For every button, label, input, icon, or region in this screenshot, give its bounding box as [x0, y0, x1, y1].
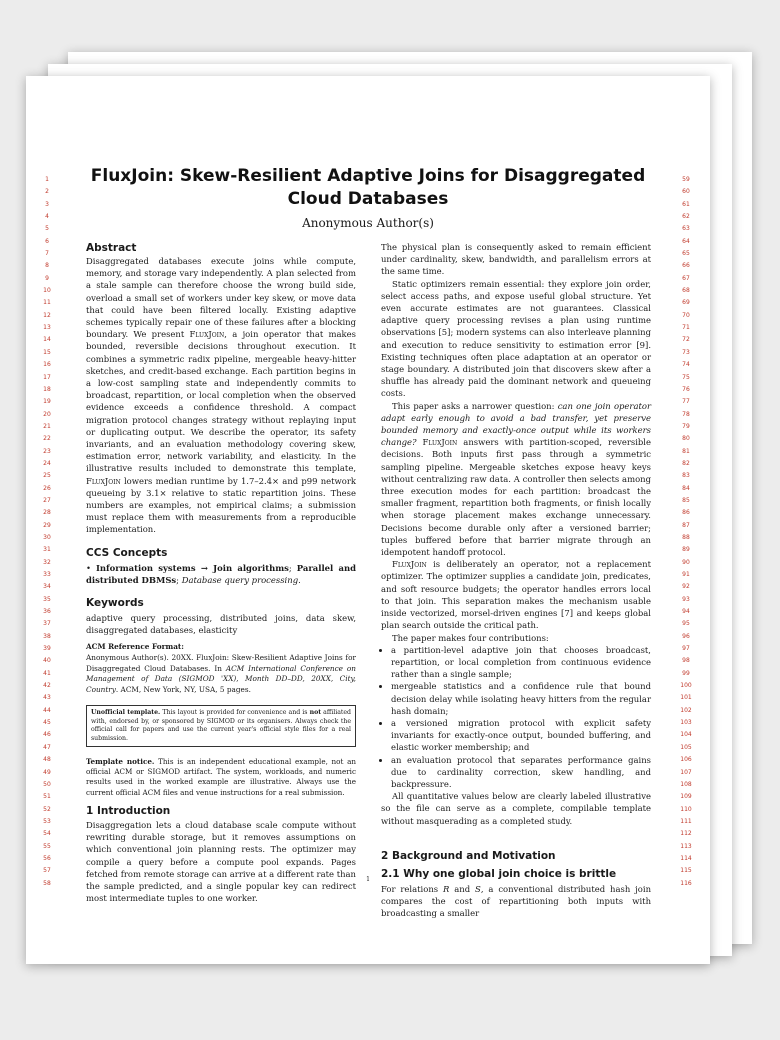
line-number: 73 — [682, 348, 690, 356]
list-item: • a partition-level adaptive join that chooses broadcast, repartition, or local completion from continuous evidence rather than a single sample; — [391, 644, 651, 681]
line-number: 51 — [43, 793, 51, 801]
list-item: • an evaluation protocol that separates performance gains due to cardinality correction, skew handling, and backpressure. — [391, 754, 651, 791]
line-number: 15 — [43, 348, 51, 356]
line-number: 49 — [43, 768, 51, 776]
line-number: 54 — [43, 830, 51, 838]
line-number: 10 — [43, 287, 51, 295]
paragraph: FluxJoin is deliberately an operator, not a replacement optimizer. The optimizer supplies a candidate join, predicates, and soft resource budgets; the operator handles errors local to that join. This separation makes the mechanism usable inside vectorized, morsel-driven engines [7] and keeps global plan search outside the critical path. — [381, 559, 651, 631]
introduction-heading: 1 Introduction — [86, 804, 171, 817]
ccs-heading: CCS Concepts — [86, 546, 168, 559]
line-number: 78 — [682, 410, 690, 418]
line-number: 74 — [682, 361, 690, 369]
line-number: 37 — [43, 620, 51, 628]
line-number: 36 — [43, 608, 51, 616]
line-number: 50 — [43, 780, 51, 788]
paragraph: The physical plan is consequently asked to remain efficient under cardinality, skew, bandwidth, and parallelism errors at the same time. — [381, 242, 651, 277]
line-number: 106 — [680, 756, 692, 764]
line-numbers-left — [26, 174, 68, 890]
line-number: 102 — [680, 706, 692, 714]
right-column — [381, 241, 651, 919]
line-number: 108 — [680, 780, 692, 788]
line-number: 52 — [43, 805, 51, 813]
line-number: 63 — [682, 225, 690, 233]
line-number: 13 — [43, 324, 51, 332]
line-number: 100 — [680, 682, 692, 690]
line-number: 69 — [682, 299, 690, 307]
abstract-heading: Abstract — [86, 242, 137, 254]
line-number: 44 — [43, 706, 51, 714]
line-number: 67 — [682, 274, 690, 282]
line-number: 4 — [45, 213, 49, 221]
line-number: 105 — [680, 743, 692, 751]
line-number: 114 — [680, 854, 692, 862]
line-number: 56 — [43, 854, 51, 862]
line-number: 83 — [682, 472, 690, 480]
line-number: 112 — [680, 830, 692, 838]
line-number: 29 — [43, 521, 51, 529]
paragraph: For relations R and S, a conventional distributed hash join compares the cost of repartitioning both inputs with broadcasting a smaller — [381, 883, 652, 919]
line-number: 47 — [43, 743, 51, 751]
keywords-heading: Keywords — [86, 597, 144, 610]
line-number: 88 — [682, 533, 690, 541]
line-number: 84 — [682, 484, 690, 492]
line-number: 53 — [43, 817, 51, 825]
line-number: 65 — [682, 250, 690, 258]
line-number: 14 — [43, 336, 51, 344]
keywords-text: adaptive query processing, distributed joins, data skew, disaggregated databases, elasticity — [86, 613, 356, 636]
line-number: 9 — [45, 274, 49, 282]
line-number: 89 — [682, 546, 690, 554]
line-number: 97 — [682, 645, 690, 653]
line-number: 68 — [682, 287, 690, 295]
line-number: 41 — [43, 669, 51, 677]
line-number: 77 — [682, 398, 690, 406]
page-number: 1 — [366, 876, 370, 883]
line-number: 104 — [680, 731, 692, 739]
line-number: 18 — [43, 385, 51, 393]
line-number: 46 — [43, 731, 51, 739]
list-item: • a versioned migration protocol with explicit safety invariants for exactly-once output, bounded buffering, and elastic worker membership; and — [391, 717, 651, 754]
line-number: 113 — [680, 842, 692, 850]
introduction-text: Disaggregation lets a cloud database scale compute without rewriting durable storage, but it removes assumptions on which conventional join planning rests. The optimizer may compile a query before a compute pool expands. Pages fetched from remote storage can arrive at a different rate than the sample predicted, and a single popular key can redirect most intermediate tuples to one worker. — [86, 819, 356, 904]
ccs-text: • Information systems → Join algorithms; Parallel and distributed DBMSs; Database query processing. — [86, 562, 356, 585]
line-number: 111 — [680, 817, 692, 825]
line-number: 57 — [43, 867, 51, 875]
paragraph: All quantitative values below are clearly labeled illustrative so the file can serve as a complete, compilable template without masquerading as a completed study. — [381, 791, 651, 826]
line-number: 48 — [43, 756, 51, 764]
line-number: 98 — [682, 657, 690, 665]
line-number: 60 — [682, 188, 690, 196]
line-number: 30 — [43, 533, 51, 541]
line-number: 80 — [682, 435, 690, 443]
line-number: 110 — [680, 805, 692, 813]
line-number: 20 — [43, 410, 51, 418]
line-number: 31 — [43, 546, 51, 554]
list-item: • mergeable statistics and a confidence rule that bound decision delay while isolating heavy hitters from the regular hash domain; — [391, 680, 651, 717]
line-number: 101 — [680, 694, 692, 702]
line-number: 33 — [43, 571, 51, 578]
line-number: 3 — [45, 200, 49, 208]
line-number: 39 — [43, 645, 51, 653]
line-number: 93 — [682, 595, 690, 603]
line-number: 91 — [682, 571, 690, 578]
line-number: 79 — [682, 422, 690, 430]
line-number: 109 — [680, 793, 692, 801]
line-number: 5 — [45, 225, 49, 233]
line-number: 35 — [43, 595, 51, 603]
line-number: 95 — [682, 620, 690, 628]
line-number: 19 — [43, 398, 51, 406]
line-number: 96 — [682, 632, 690, 640]
line-number: 64 — [682, 237, 690, 245]
line-number: 1 — [45, 176, 49, 183]
line-number: 23 — [43, 447, 51, 455]
line-number: 103 — [680, 719, 692, 727]
line-number: 12 — [43, 311, 51, 319]
line-number: 8 — [45, 262, 49, 270]
paragraph: The paper makes four contributions: — [392, 632, 549, 643]
paragraph: This paper asks a narrower question: can one join operator adapt early enough to avoid a bad transfer, yet preserve bounded memory and exactly-once output while its workers change? FluxJoin answers with partition-scoped, reversible decisions. Both inputs first pass through a symmetric sampling pipeline. Mergeable sketches expose heavy keys without centralizing raw data. A controller then selects among three execution modes for each partition: broadcast the smaller fragment, repartition both fragments, or finish locally when storage placement makes exchange unnecessary. Decisions become durable only after a versioned barrier; tuples buffered before that barrier migrate through an idempotent handoff protocol. — [381, 400, 651, 558]
line-number: 71 — [682, 324, 690, 332]
line-number: 45 — [43, 719, 51, 727]
line-number: 62 — [682, 213, 690, 221]
line-number: 107 — [680, 768, 692, 776]
left-column — [86, 241, 356, 904]
line-number: 28 — [43, 509, 51, 517]
line-number: 27 — [43, 496, 51, 504]
line-number: 26 — [43, 484, 51, 492]
line-number: 99 — [682, 669, 690, 677]
template-notice: Template notice. This is an independent educational example, not an official ACM or SIGMOD artifact. The system, workloads, and numeric results used in the worked example are illustrative. Always use the current official ACM files and venue instructions for a real submission. — [86, 757, 356, 797]
line-number: 40 — [43, 657, 51, 665]
line-number: 94 — [682, 608, 690, 616]
line-number: 87 — [682, 521, 690, 529]
line-number: 82 — [682, 459, 690, 467]
line-number: 115 — [680, 867, 692, 875]
line-number: 59 — [682, 176, 690, 183]
line-number: 72 — [682, 336, 690, 344]
line-number: 24 — [43, 459, 51, 467]
line-number: 6 — [45, 237, 49, 245]
paper-title: FluxJoin: Skew-Resilient Adaptive Joins for Disaggregated Cloud Databases — [90, 166, 646, 209]
paper-page — [26, 76, 710, 964]
line-numbers-right — [666, 174, 706, 890]
paragraph: Static optimizers remain essential: they explore join order, select access paths, and expose useful global structure. Yet even accurate estimates are not guarantees. Classical adaptive query processing revises a plan using runtime observations [5]; modern systems can also interleave planning and execution to reduce sensitivity to estimation error [9]. Existing techniques often place adaptation at an operator or stage boundary. A distributed join that discovers skew after a shuffle has already paid the dominant network and queueing costs. — [381, 278, 651, 399]
section-2-heading: 2 Background and Motivation — [381, 849, 556, 862]
line-number: 66 — [682, 262, 690, 270]
line-number: 16 — [43, 361, 51, 369]
line-number: 11 — [43, 299, 51, 307]
line-number: 7 — [45, 250, 49, 258]
line-number: 86 — [682, 509, 690, 517]
line-number: 81 — [682, 447, 690, 455]
line-number: 2 — [45, 188, 49, 196]
line-number: 85 — [682, 496, 690, 504]
line-number: 21 — [43, 422, 51, 430]
line-number: 61 — [682, 200, 690, 208]
line-number: 17 — [43, 373, 51, 381]
acm-reference: ACM Reference Format: Anonymous Author(s). 20XX. FluxJoin: Skew-Resilient Adaptive Joins for Disaggregated Cloud Databases. In ACM International Conference on Management of Data (SIGMOD 'XX), Month DD–DD, 20XX, City, Country. ACM, New York, NY, USA, 5 pages. — [86, 642, 356, 694]
line-number: 116 — [680, 879, 692, 887]
line-number: 25 — [43, 472, 51, 480]
line-number: 70 — [682, 311, 690, 319]
section-2-1-heading: 2.1 Why one global join choice is brittle — [381, 867, 617, 880]
line-number: 75 — [682, 373, 690, 381]
line-number: 76 — [682, 385, 690, 393]
line-number: 43 — [43, 694, 51, 702]
unofficial-template-box: Unofficial template. This layout is provided for convenience and is not affiliated with, endorsed by, or sponsored by SIGMOD or its organisers. Always check the official call for papers and use the current year's official style files for a real submission. — [86, 705, 356, 747]
line-number: 22 — [43, 435, 51, 443]
abstract-text: Disaggregated databases execute joins while compute, memory, and storage vary independently. A plan selected from a stale sample can therefore choose the wrong build side, overload a small set of workers under key skew, or move data that could have been filtered locally. Existing adaptive schemes typically repair one of these failures after a blocking boundary. We present FluxJoin, a join operator that makes bounded, reversible decisions throughout execution. It combines a symmetric radix pipeline, mergeable heavy-hitter sketches, and credit-based exchange. Each partition begins in a low-cost sampling state and independently commits to broadcast, repartition, or local completion when the observed evidence exceeds a confidence threshold. A compact migration protocol changes strategy without replaying input or duplicating output. We describe the operator, its safety invariants, and an evaluation methodology covering skew, estimation error, network variability, and elasticity. In the illustrative results included to demonstrate this template, FluxJoin lowers median runtime by 1.7–2.4× and p99 network queueing by 3.1× relative to static repartition joins. These numbers are examples, not empirical claims; a submission must replace them with measurements from a reproducible implementation. — [86, 256, 356, 535]
line-number: 32 — [43, 558, 51, 566]
line-number: 92 — [682, 583, 690, 591]
paper-author: Anonymous Author(s) — [302, 216, 434, 230]
line-number: 34 — [43, 583, 51, 591]
line-number: 55 — [43, 842, 51, 850]
line-number: 38 — [43, 632, 51, 640]
contributions-list — [381, 644, 651, 790]
line-number: 58 — [43, 879, 51, 887]
line-number: 90 — [682, 558, 690, 566]
line-number: 42 — [43, 682, 51, 690]
